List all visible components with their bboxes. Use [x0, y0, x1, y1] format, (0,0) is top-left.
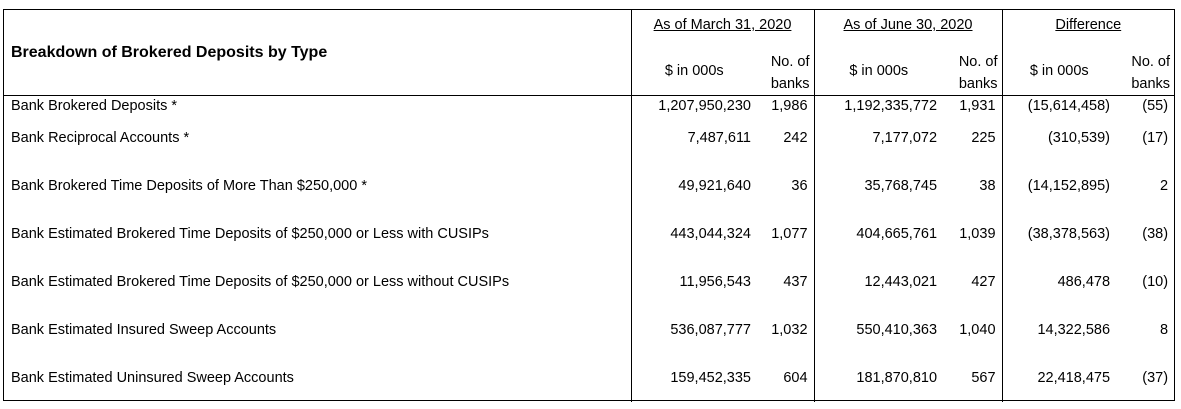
june-amount: 35,768,745: [864, 178, 938, 194]
march-banks: 604: [757, 354, 814, 402]
row-label: Bank Estimated Insured Sweep Accounts: [11, 322, 277, 338]
difference-amount: 22,418,475: [1037, 370, 1111, 386]
difference-banks: 8: [1159, 322, 1169, 338]
difference-amount: 486,478: [1057, 274, 1111, 290]
table-title: Breakdown of Brokered Deposits by Type: [11, 43, 328, 61]
difference-banks: (37): [1142, 370, 1169, 386]
table-row: [4, 306, 1174, 354]
subheader-march-dollars: $ in 000s: [631, 47, 757, 96]
row-label: Bank Brokered Deposits *: [4, 96, 631, 115]
difference-banks: (10): [1142, 274, 1169, 290]
row-label: Bank Estimated Brokered Time Deposits of $250,000 or Less with CUSIPs: [11, 226, 489, 242]
march-amount: 7,487,611: [631, 114, 757, 162]
june-amount: 1,192,335,772: [814, 96, 943, 115]
march-banks: 437: [757, 258, 814, 306]
june-banks: 1,040: [943, 306, 1002, 354]
group-header-difference: Difference: [1002, 10, 1174, 47]
subheader-banks-line1: No. of: [1131, 54, 1171, 70]
table-row: [4, 162, 1174, 210]
header-row-groups: [4, 10, 1174, 47]
brokered-deposits-table: [4, 10, 1174, 402]
march-amount: 1,207,950,230: [631, 96, 757, 115]
march-amount: 159,452,335: [631, 354, 757, 402]
subheader-banks-line1: No. of: [770, 54, 810, 70]
june-banks: 427: [943, 258, 1002, 306]
row-label: Bank Estimated Uninsured Sweep Accounts: [11, 370, 294, 386]
table-row: [4, 210, 1174, 258]
difference-banks: (17): [1142, 130, 1169, 146]
difference-banks: (55): [1116, 96, 1174, 115]
march-amount: 49,921,640: [631, 162, 757, 210]
difference-banks: 2: [1159, 178, 1169, 194]
difference-amount: (38,378,563): [1027, 226, 1111, 242]
group-header-march: As of March 31, 2020: [631, 10, 814, 47]
subheader-june-dollars: $ in 000s: [849, 63, 909, 79]
june-amount: 7,177,072: [872, 130, 938, 146]
subheader-banks-line2: banks: [1131, 76, 1171, 92]
march-banks: 36: [757, 162, 814, 210]
june-amount: 404,665,761: [856, 226, 938, 242]
june-banks: 567: [943, 354, 1002, 402]
row-label: Bank Reciprocal Accounts *: [11, 130, 190, 146]
june-banks: 1,931: [943, 96, 1002, 115]
subheader-banks-line1: No. of: [958, 54, 998, 70]
table-row: [4, 258, 1174, 306]
june-banks: 225: [943, 114, 1002, 162]
june-banks: 38: [943, 162, 1002, 210]
june-amount: 550,410,363: [856, 322, 938, 338]
june-amount: 181,870,810: [856, 370, 938, 386]
june-amount: 12,443,021: [864, 274, 938, 290]
table-row: [4, 96, 1174, 115]
group-header-june: As of June 30, 2020: [814, 10, 1002, 47]
difference-amount: (14,152,895): [1027, 178, 1111, 194]
march-banks: 242: [757, 114, 814, 162]
march-banks: 1,986: [757, 96, 814, 115]
march-amount: 443,044,324: [631, 210, 757, 258]
difference-amount: (15,614,458): [1002, 96, 1116, 115]
subheader-banks-line2: banks: [958, 76, 998, 92]
march-amount: 536,087,777: [631, 306, 757, 354]
subheader-difference-banks: [1116, 47, 1174, 96]
table-row: [4, 114, 1174, 162]
march-amount: 11,956,543: [631, 258, 757, 306]
difference-banks: (38): [1142, 226, 1169, 242]
row-label: Bank Estimated Brokered Time Deposits of $250,000 or Less without CUSIPs: [11, 274, 510, 290]
difference-amount: 14,322,586: [1037, 322, 1111, 338]
difference-amount: (310,539): [1047, 130, 1111, 146]
june-banks: 1,039: [943, 210, 1002, 258]
march-banks: 1,032: [757, 306, 814, 354]
table-row: [4, 354, 1174, 402]
brokered-deposits-table-frame: [3, 9, 1175, 401]
march-banks: 1,077: [757, 210, 814, 258]
subheader-march-banks: [757, 47, 814, 96]
row-label: Bank Brokered Time Deposits of More Than $250,000 *: [11, 178, 367, 194]
subheader-june-banks: [943, 47, 1002, 96]
subheader-difference-dollars: $ in 000s: [1029, 63, 1089, 79]
subheader-banks-line2: banks: [770, 76, 810, 92]
